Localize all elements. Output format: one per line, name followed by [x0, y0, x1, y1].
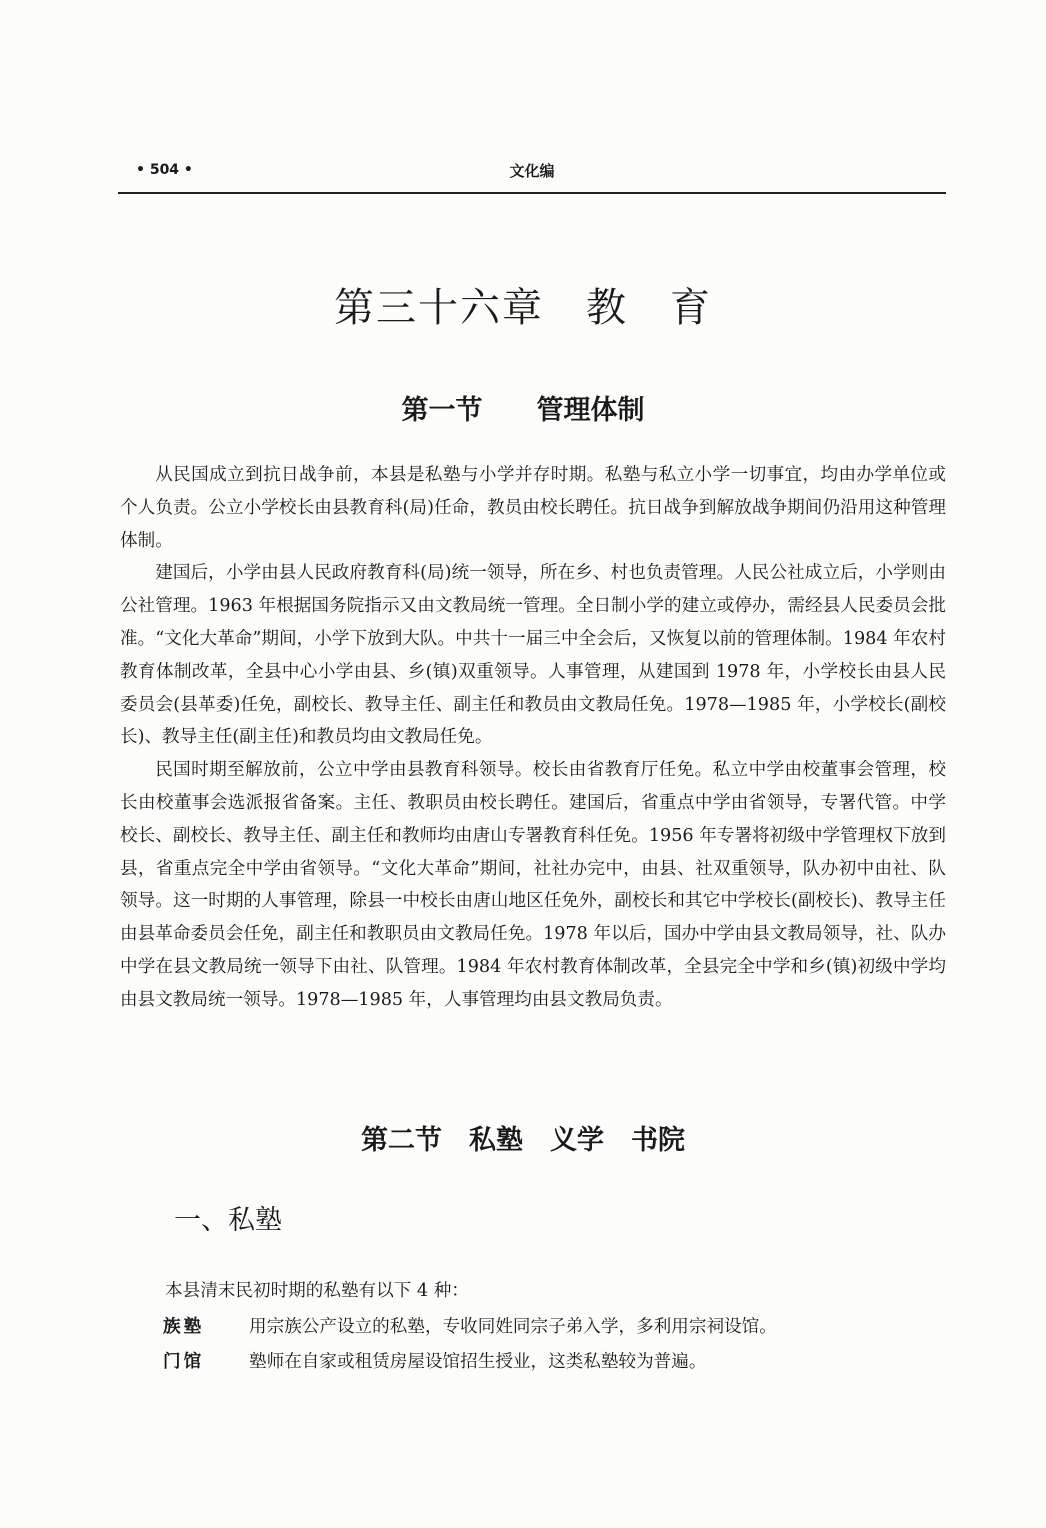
- intro-text: 本县清末民初时期的私塾有以下 4 种：: [165, 1281, 469, 1301]
- term-row: [163, 1313, 953, 1343]
- section-title-1: 第一节 管理体制: [401, 395, 645, 426]
- term-description: 塾师在自家或租赁房屋设馆招生授业，这类私塾较为普遍。: [249, 1352, 707, 1372]
- page-number: • 504 •: [136, 162, 193, 178]
- running-head: 文化编: [509, 162, 555, 180]
- paragraph: 民国时期至解放前，公立中学由县教育科领导。校长由省教育厅任免。私立中学由校董事会管理，校长由校董事会选派报省备案。主任、教职员由校长聘任。建国后，省重点中学由省领导，专署代管。中学校长、副校长、教导主任、副主任和教师均由唐山专署教育科任免。1956 年专署将初级中学管理权下放到县，省重点完全中学由省领导。“文化大革命”期间，社社办完中，由县、社双重领导，队办初中由社、队领导。这一时期的人事管理，除县一中校长由唐山地区任免外，副校长和其它中学校长(副校长)、教导主任由县革命委员会任免，副主任和教职员由文教局任免。1978 年以后，国办中学由县文教局领导，社、队办中学在县文教局统一领导下由社、队管理。1984 年农村教育体制改革，全县完全中学和乡(镇)初级中学均由县文教局统一领导。1978—1985 年，人事管理均由县文教局负责。: [120, 760, 946, 1010]
- term-description: 用宗族公产设立的私塾，专收同姓同宗子弟入学，多利用宗祠设馆。: [249, 1317, 777, 1337]
- section-1-body: [120, 459, 946, 1017]
- term-name: 族塾: [163, 1317, 205, 1337]
- page-header: [118, 158, 946, 194]
- paragraph: 建国后，小学由县人民政府教育科(局)统一领导，所在乡、村也负责管理。人民公社成立后，小学则由公社管理。1963 年根据国务院指示又由文教局统一管理。全日制小学的建立或停办，需经县人民委员会批准。“文化大革命”期间，小学下放到大队。中共十一届三中全会后，又恢复以前的管理体制。1984 年农村教育体制改革，全县中心小学由县、乡(镇)双重领导。人事管理，从建国到 1978 年，小学校长由县人民委员会(县革委)任免，副校长、教导主任、副主任和教员由文教局任免。1978—1985 年，小学校长(副校长)、教导主任(副主任)和教员均由文教局任免。: [120, 563, 946, 748]
- subsection-title: 一、私塾: [174, 1205, 282, 1236]
- term-name: 门馆: [163, 1352, 205, 1372]
- section-title-2: 第二节 私塾 义学 书院: [361, 1125, 685, 1156]
- chapter-title: 第三十六章 教 育: [334, 285, 712, 331]
- term-row: [163, 1348, 953, 1378]
- paragraph: 从民国成立到抗日战争前，本县是私塾与小学并存时期。私塾与私立小学一切事宜，均由办学单位或个人负责。公立小学校长由县教育科(局)任命，教员由校长聘任。抗日战争到解放战争期间仍沿用这种管理体制。: [120, 465, 946, 551]
